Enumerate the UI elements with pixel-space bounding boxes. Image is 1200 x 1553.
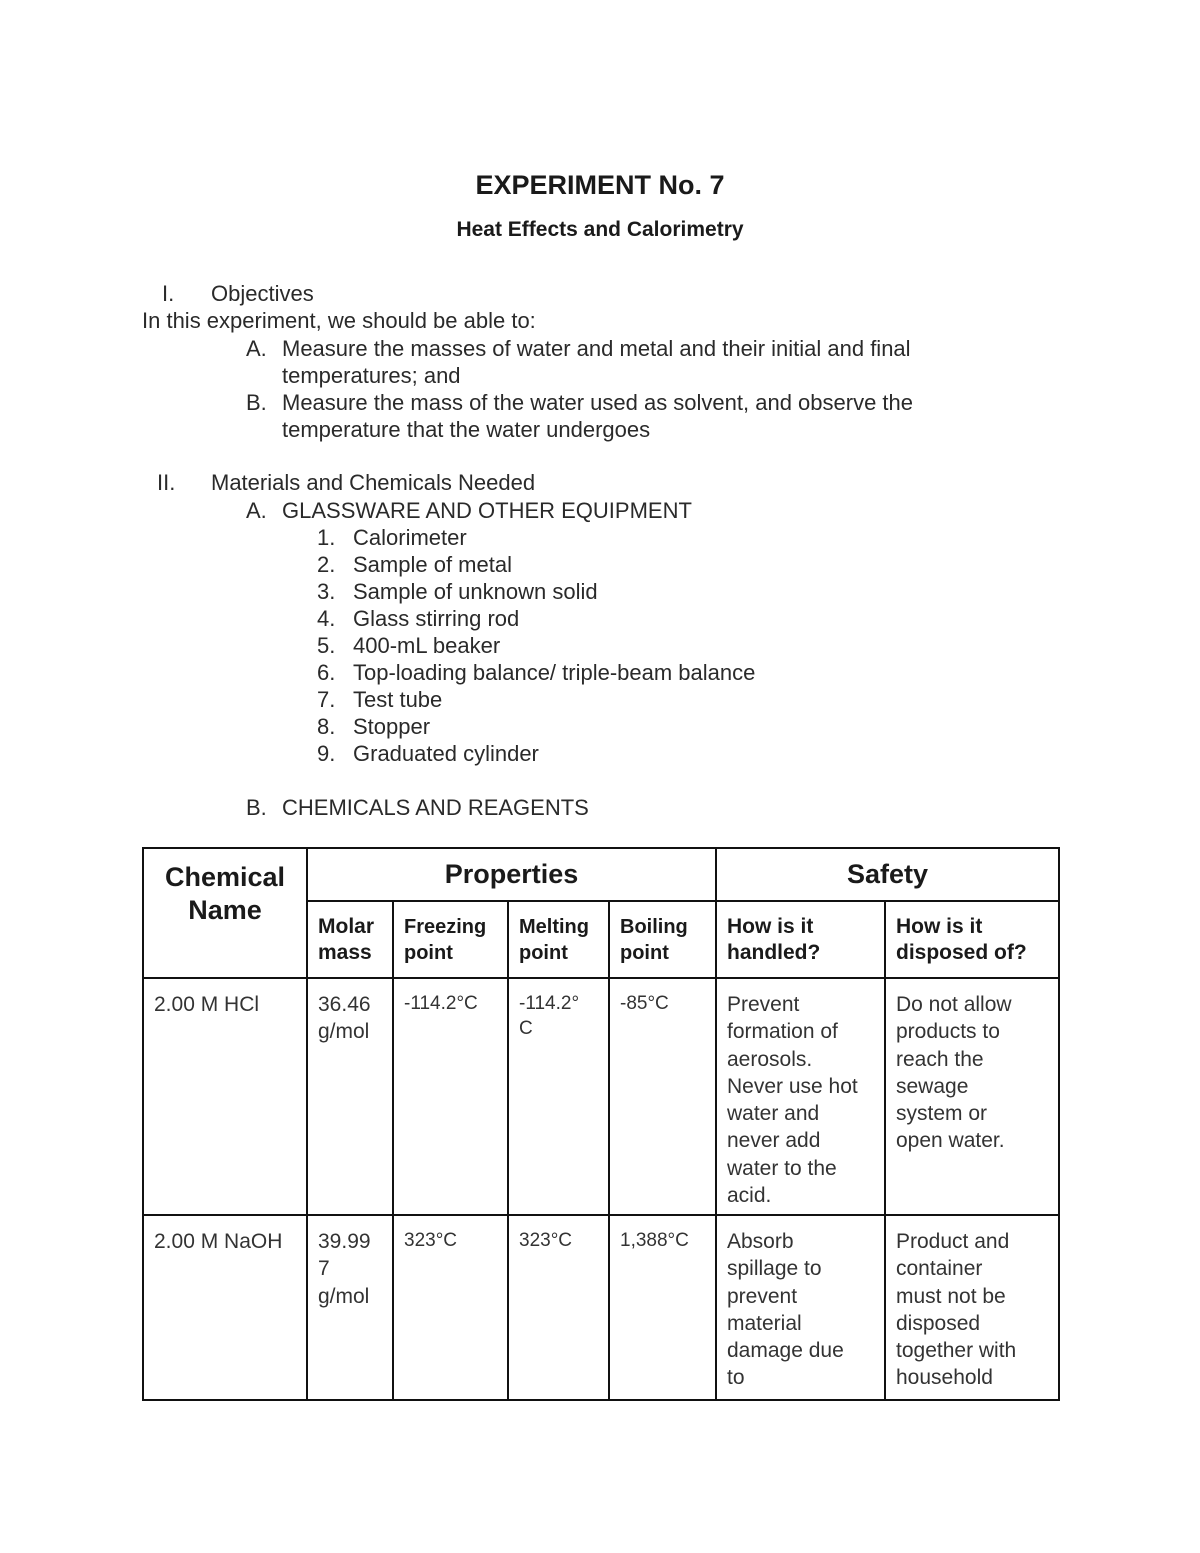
chemicals-table	[142, 847, 1060, 1401]
header-molar-1: Molar	[318, 915, 375, 938]
section-1-intro: In this experiment, we should be able to:	[142, 308, 536, 333]
equipment-num: 5.	[317, 633, 336, 658]
page-title: EXPERIMENT No. 7	[475, 170, 725, 200]
equipment-num: 6.	[317, 660, 336, 685]
section-1-heading: Objectives	[211, 281, 314, 306]
handled-line: damage due	[727, 1339, 844, 1363]
equipment-item: Calorimeter	[353, 525, 467, 550]
melting-line: C	[519, 1018, 533, 1039]
equipment-item: Test tube	[353, 687, 443, 712]
handled-line: aerosols.	[727, 1047, 813, 1071]
molar-line: 36.46	[318, 993, 371, 1016]
sub-b-letter: B.	[246, 795, 267, 820]
cell-freezing-point: 323°C	[393, 1215, 508, 1400]
header-safety: Safety	[716, 848, 1059, 901]
disposed-line: system or	[896, 1102, 988, 1126]
cell-disposed	[885, 1215, 1059, 1400]
header-freezing-2: point	[404, 942, 453, 964]
disposed-line: container	[896, 1257, 983, 1281]
cell-molar-mass	[307, 978, 393, 1215]
handled-line: spillage to	[727, 1257, 822, 1281]
equipment-item: Sample of unknown solid	[353, 579, 598, 604]
header-properties: Properties	[307, 848, 716, 901]
header-freezing-point	[393, 901, 508, 978]
header-melting-1: Melting	[519, 916, 589, 938]
cell-chemical-name: 2.00 M NaOH	[143, 1215, 307, 1400]
equipment-item: Glass stirring rod	[353, 606, 520, 631]
objective-a-line1: Measure the masses of water and metal and their initial and final	[282, 336, 911, 361]
disposed-line: household	[896, 1366, 993, 1390]
handled-line: never add	[727, 1129, 821, 1153]
header-boiling-2: point	[620, 942, 669, 964]
equipment-num: 4.	[317, 606, 336, 631]
cell-chemical-name: 2.00 M HCl	[143, 978, 307, 1215]
disposed-line: Do not allow	[896, 993, 1012, 1016]
sub-b-label: CHEMICALS AND REAGENTS	[282, 795, 589, 820]
table-row	[143, 978, 1059, 1215]
disposed-line: sewage	[896, 1074, 969, 1098]
equipment-num: 9.	[317, 741, 336, 766]
equipment-item: Graduated cylinder	[353, 741, 539, 766]
header-melting-point	[508, 901, 609, 978]
molar-line: 7	[318, 1257, 330, 1281]
handled-line: water to the	[727, 1156, 837, 1180]
cell-handled	[716, 1215, 885, 1400]
header-melting-2: point	[519, 942, 568, 964]
molar-line: g/mol	[318, 1020, 370, 1044]
disposed-line: Product and	[896, 1230, 1010, 1253]
handled-line: formation of	[727, 1020, 838, 1044]
equipment-num: 7.	[317, 687, 336, 712]
header-molar-mass	[307, 901, 393, 978]
objective-b-line2: temperature that the water undergoes	[282, 417, 651, 442]
disposed-line: open water.	[896, 1129, 1005, 1153]
cell-boiling-point: -85°C	[609, 978, 716, 1215]
table-header-row	[143, 848, 1059, 901]
header-chemical-name	[143, 848, 307, 978]
header-handled-2: handled?	[727, 941, 821, 964]
handled-line: acid.	[727, 1184, 772, 1208]
cell-boiling-point: 1,388°C	[609, 1215, 716, 1400]
equipment-num: 1.	[317, 525, 336, 550]
objective-b-line1: Measure the mass of the water used as solvent, and observe the	[282, 390, 914, 415]
equipment-num: 8.	[317, 714, 336, 739]
section-2-numeral: II.	[157, 470, 176, 495]
cell-disposed	[885, 978, 1059, 1215]
melting-line: 323°C	[519, 1230, 573, 1251]
handled-line: prevent	[727, 1284, 798, 1308]
equipment-num: 3.	[317, 579, 336, 604]
disposed-line: reach the	[896, 1047, 984, 1071]
equipment-item: 400-mL beaker	[353, 633, 501, 658]
sub-a-letter: A.	[246, 498, 267, 523]
header-disposed	[885, 901, 1059, 978]
sub-a-label: GLASSWARE AND OTHER EQUIPMENT	[282, 498, 692, 523]
handled-line: water and	[727, 1102, 820, 1126]
section-2-heading: Materials and Chemicals Needed	[211, 470, 536, 495]
objective-a-line2: temperatures; and	[282, 363, 461, 388]
objective-a-letter: A.	[246, 336, 267, 361]
cell-molar-mass	[307, 1215, 393, 1400]
equipment-num: 2.	[317, 552, 336, 577]
handled-line: Prevent	[727, 993, 800, 1016]
header-molar-2: mass	[318, 941, 372, 964]
header-boiling-point	[609, 901, 716, 978]
handled-line: Never use hot	[727, 1074, 858, 1098]
cell-handled	[716, 978, 885, 1215]
equipment-item: Top-loading balance/ triple-beam balance	[353, 660, 756, 685]
header-chemical-line2: Name	[188, 895, 262, 925]
disposed-line: must not be	[896, 1284, 1006, 1308]
header-boiling-1: Boiling	[620, 916, 688, 938]
molar-line: g/mol	[318, 1284, 370, 1308]
molar-line: 39.99	[318, 1230, 371, 1253]
handled-line: to	[727, 1366, 745, 1390]
equipment-item: Stopper	[353, 714, 431, 739]
header-handled-1: How is it	[727, 915, 814, 938]
cell-melting-point	[508, 978, 609, 1215]
header-disposed-1: How is it	[896, 915, 983, 938]
page-subtitle: Heat Effects and Calorimetry	[456, 218, 744, 241]
header-handled	[716, 901, 885, 978]
section-1-numeral: I.	[162, 281, 175, 306]
disposed-line: together with	[896, 1339, 1017, 1363]
header-disposed-2: disposed of?	[896, 941, 1027, 964]
objective-b-letter: B.	[246, 390, 267, 415]
cell-melting-point	[508, 1215, 609, 1400]
equipment-item: Sample of metal	[353, 552, 512, 577]
header-freezing-1: Freezing	[404, 916, 487, 938]
table-row	[143, 1215, 1059, 1400]
handled-line: Absorb	[727, 1230, 794, 1253]
disposed-line: products to	[896, 1020, 1000, 1044]
cell-freezing-point: -114.2°C	[393, 978, 508, 1215]
disposed-line: disposed	[896, 1311, 981, 1335]
handled-line: material	[727, 1311, 802, 1335]
header-chemical-line1: Chemical	[164, 862, 286, 892]
melting-line: -114.2°	[519, 993, 580, 1014]
